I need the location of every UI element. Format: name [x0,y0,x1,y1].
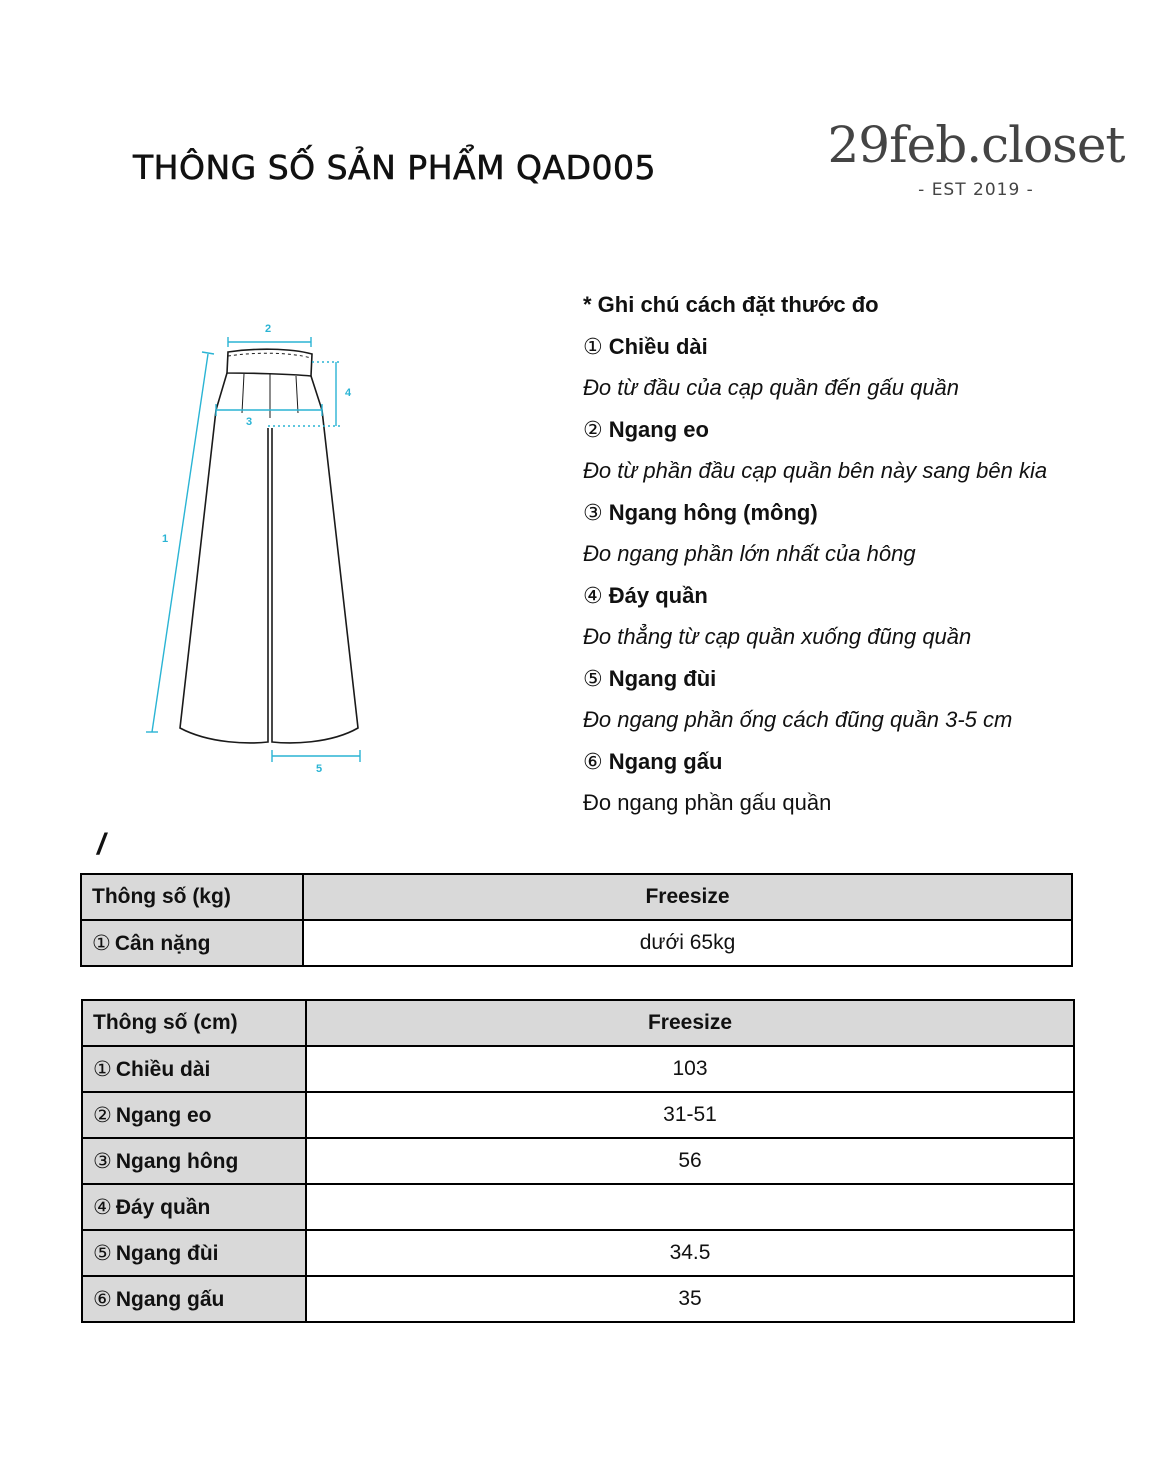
diagram-label-1: 1 [162,533,169,545]
note-name [583,326,1143,368]
brand-name: 29feb.closet [827,116,1125,174]
row-number: ① [93,1057,112,1081]
note-name-text: Ngang đùi [608,665,717,691]
brand-tagline: - EST 2019 - [918,180,1034,200]
row-number: ⑤ [93,1241,112,1265]
size-spec-table [81,999,1075,1323]
row-number: ② [93,1103,112,1127]
table-header-row [81,874,1072,920]
table-row [81,920,1072,966]
note-number: ④ [583,582,603,608]
table-row [82,1230,1074,1276]
row-value: 31-51 [306,1092,1074,1138]
note-name-text: Chiều dài [608,333,708,359]
note-desc: Đo ngang phần lớn nhất của hông [583,541,916,566]
note-name [583,658,1143,700]
row-label-text: Cân nặng [114,931,211,955]
notes-heading: * Ghi chú cách đặt thước đo [583,292,879,317]
note-number: ① [583,333,603,359]
note-name-text: Ngang hông (mông) [608,499,818,525]
row-value: 56 [306,1138,1074,1184]
row-label [82,1046,306,1092]
row-label [82,1184,306,1230]
row-label [81,920,303,966]
row-value: 34.5 [306,1230,1074,1276]
table-header-label: Thông số (kg) [81,874,303,920]
note-desc: Đo thẳng từ cạp quần xuống đũng quần [583,624,972,649]
note-name-text: Ngang eo [608,416,709,442]
slash-mark: / [97,828,106,861]
row-label-text: Chiều dài [115,1057,211,1081]
note-number: ⑥ [583,748,603,774]
measure-lines [146,337,360,762]
row-label-text: Ngang gấu [115,1287,225,1311]
note-name [583,492,1143,534]
note-name-text: Đáy quần [608,582,708,608]
note-name [583,409,1143,451]
table-header-label: Thông số (cm) [82,1000,306,1046]
table-row [82,1046,1074,1092]
row-value: 103 [306,1046,1074,1092]
note-desc: Đo từ phần đầu cạp quần bên này sang bên kia [583,458,1048,483]
row-label-text: Ngang hông [115,1149,239,1173]
note-number: ③ [583,499,603,525]
row-value: 35 [306,1276,1074,1322]
table-row [82,1092,1074,1138]
row-label [82,1138,306,1184]
note-desc: Đo ngang phần ống cách đũng quần 3-5 cm [583,707,1013,732]
pants-measurement-diagram [140,318,380,778]
row-label [82,1230,306,1276]
row-number: ① [92,931,111,955]
note-number: ② [583,416,603,442]
table-header-value: Freesize [303,874,1072,920]
row-value [306,1184,1074,1230]
page-title: THÔNG SỐ SẢN PHẨM QAD005 [133,148,657,187]
row-label [82,1276,306,1322]
diagram-label-5: 5 [316,763,323,775]
row-label-text: Ngang đùi [115,1241,219,1265]
row-number: ④ [93,1195,112,1219]
diagram-label-3: 3 [246,416,253,428]
measure-line-1 [152,354,208,732]
note-name-text: Ngang gấu [608,748,723,774]
table-header-row [82,1000,1074,1046]
note-number: ⑤ [583,665,603,691]
measurement-notes [583,284,1143,824]
row-label [82,1092,306,1138]
weight-spec-table [80,873,1073,967]
row-number: ⑥ [93,1287,112,1311]
pants-outline [180,349,358,743]
diagram-label-2: 2 [265,323,272,335]
row-number: ③ [93,1149,112,1173]
table-row [82,1276,1074,1322]
brand-logo [812,112,1140,200]
note-name [583,575,1143,617]
note-desc: Đo từ đầu của cạp quần đến gấu quần [583,375,960,400]
note-name [583,741,1143,783]
row-label-text: Đáy quần [115,1195,211,1219]
row-label-text: Ngang eo [115,1103,212,1127]
table-header-value: Freesize [306,1000,1074,1046]
table-row [82,1184,1074,1230]
row-value: dưới 65kg [303,920,1072,966]
table-row [82,1138,1074,1184]
diagram-label-4: 4 [345,387,352,399]
note-desc: Đo ngang phần gấu quần [583,790,832,815]
